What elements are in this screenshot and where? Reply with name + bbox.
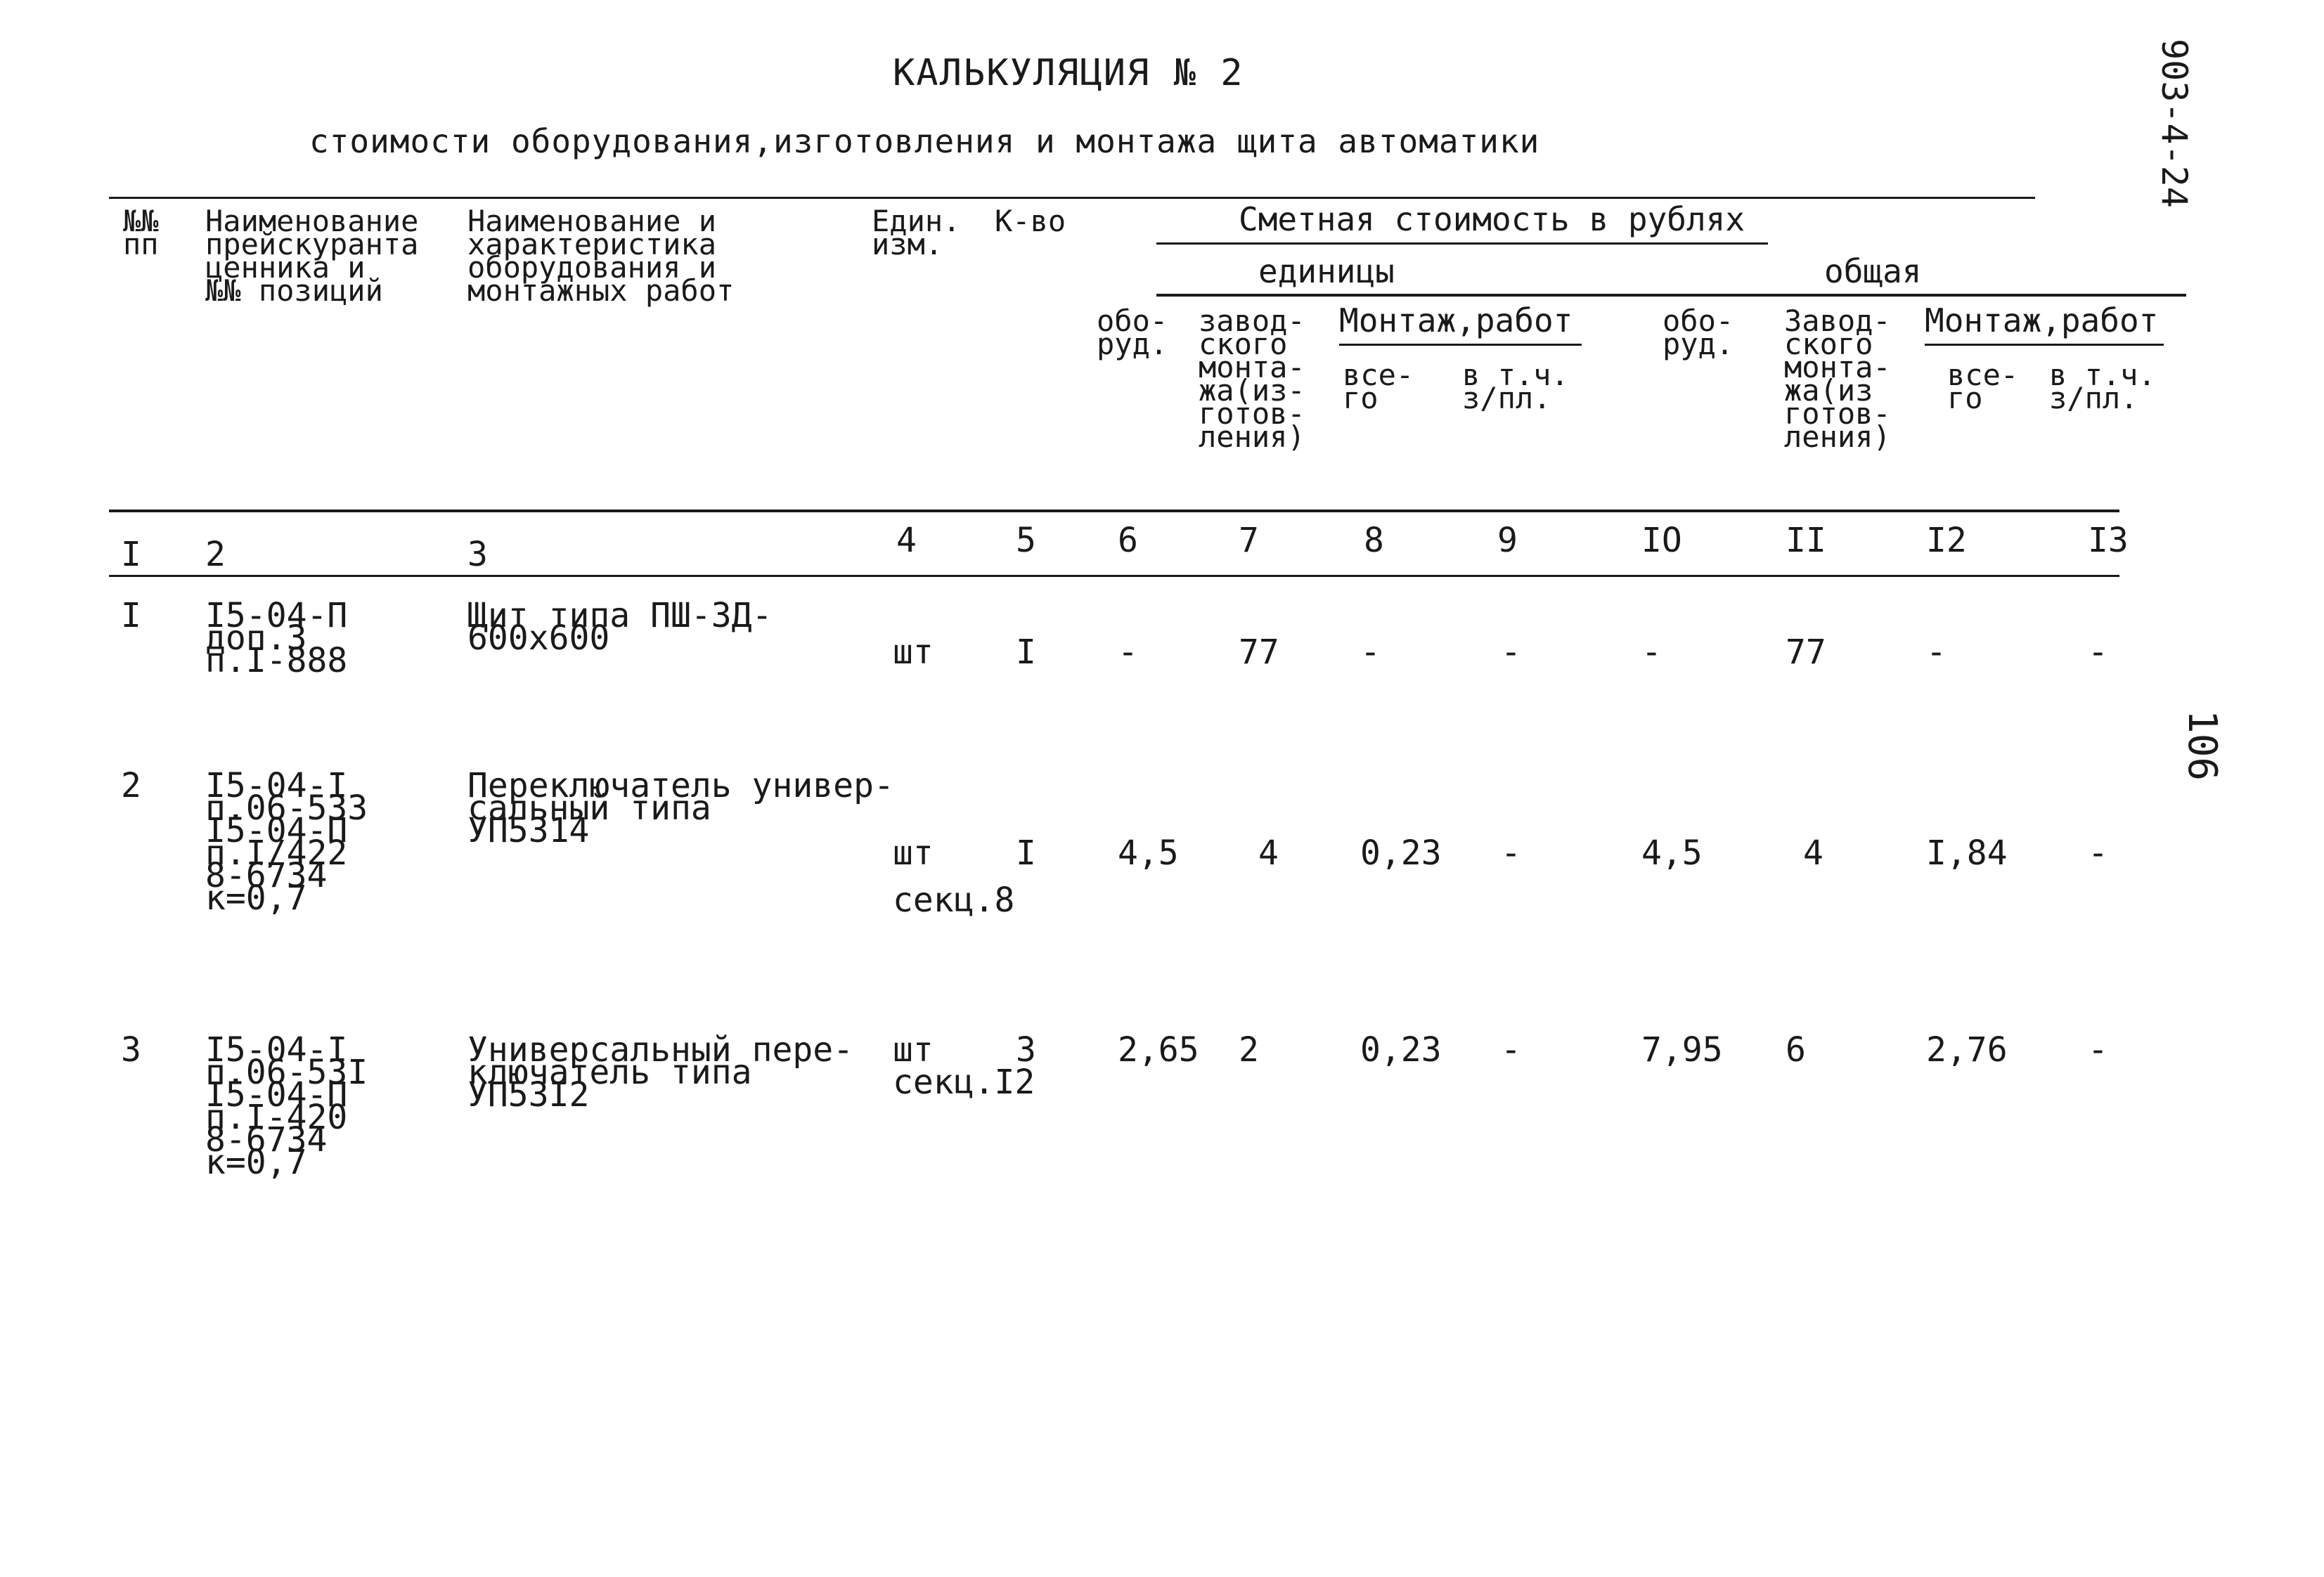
column-number: 8 — [1364, 521, 1384, 560]
row-unit-install-wage: - — [1501, 1030, 1521, 1070]
row-unit-factory: 4 — [1258, 833, 1279, 873]
row-unit-equip: - — [1118, 632, 1138, 672]
document-subtitle: стоимости оборудования,изготовления и монтажа щита автоматики — [309, 122, 1540, 160]
document-title: КАЛЬКУЛЯЦИЯ № 2 — [893, 52, 1244, 94]
header-total-group: общая — [1824, 252, 1922, 290]
header-total-equip: обо- руд. — [1663, 304, 1734, 361]
row-item-name: Переключатель универ- сальный типа УП5314 — [467, 766, 894, 850]
row-total-equip: 7,95 — [1641, 1030, 1723, 1070]
column-number: 4 — [896, 521, 917, 560]
row-pricelist-code: I5-04-I п.06-533 I5-04-П п.I/422 8-6734 к=0,7 — [205, 766, 368, 918]
row-pricelist-code: I5-04-П доп.3 п.I-888 — [205, 596, 348, 680]
header-unit-install-total: все- го — [1343, 358, 1414, 415]
margin-code: 903-4-24 — [2154, 39, 2195, 208]
row-total-install-wage: - — [2088, 1030, 2108, 1070]
row-total-equip: - — [1641, 632, 1662, 672]
column-number: 7 — [1239, 521, 1259, 560]
header-total-install-total: все- го — [1947, 358, 2019, 415]
row-unit-equip: 4,5 — [1118, 833, 1179, 873]
row-number: 3 — [121, 1030, 141, 1070]
column-number: 5 — [1016, 521, 1036, 560]
cost-group-underline — [1156, 242, 1768, 245]
row-total-factory: 77 — [1786, 632, 1826, 672]
column-number: I3 — [2088, 521, 2129, 560]
unit-install-underline — [1339, 344, 1582, 346]
page-number: 106 — [2179, 710, 2225, 781]
header-unit: Един. изм. — [872, 204, 961, 261]
row-unit-factory: 2 — [1239, 1030, 1259, 1070]
header-unit-group: единицы — [1258, 252, 1395, 290]
column-number: IO — [1641, 521, 1682, 560]
row-total-install-total: 2,76 — [1926, 1030, 2008, 1070]
header-num: №№ пп — [123, 204, 159, 261]
column-number: II — [1786, 521, 1826, 560]
header-total-install-wage: в т.ч. з/пл. — [2049, 358, 2156, 415]
row-total-factory: 4 — [1803, 833, 1823, 873]
row-total-equip: 4,5 — [1641, 833, 1703, 873]
column-number: 9 — [1497, 521, 1518, 560]
column-number: I — [121, 535, 141, 574]
row-unit-install-total: 0,23 — [1360, 833, 1442, 873]
header-unit-install-wage: в т.ч. з/пл. — [1462, 358, 1569, 415]
row-total-install-total: I,84 — [1926, 833, 2008, 873]
row-unit-equip: 2,65 — [1118, 1030, 1199, 1070]
header-unit-equip: обо- руд. — [1097, 304, 1168, 361]
row-unit-install-total: 0,23 — [1360, 1030, 1442, 1070]
column-numbers-rule — [109, 575, 2119, 577]
row-unit-extra: секц.8 — [893, 881, 1015, 920]
header-top-rule — [109, 197, 2035, 199]
row-unit-extra: секц.I2 — [893, 1063, 1035, 1102]
column-number: 3 — [467, 535, 488, 574]
header-pricelist: Наименование прейскуранта ценника и №№ позиций — [205, 204, 419, 308]
column-number: I2 — [1926, 521, 1967, 560]
header-cost-group: Сметная стоимость в рублях — [1239, 200, 1745, 238]
header-bottom-rule — [109, 510, 2119, 512]
row-total-install-wage: - — [2088, 833, 2108, 873]
row-unit-install-total: - — [1360, 632, 1381, 672]
total-install-underline — [1925, 344, 2164, 346]
row-unit-install-wage: - — [1501, 833, 1521, 873]
row-qty: 3 — [1016, 1030, 1036, 1070]
row-qty: I — [1016, 632, 1036, 672]
header-unit-factory: завод- ского монта- жа(из- готов- ления) — [1199, 304, 1305, 454]
column-number: 6 — [1118, 521, 1138, 560]
row-qty: I — [1016, 833, 1036, 873]
row-total-factory: 6 — [1786, 1030, 1806, 1070]
row-unit: шт — [893, 1030, 934, 1070]
header-total-factory: Завод- ского монта- жа(из готов- ления) — [1784, 304, 1891, 454]
row-number: I — [121, 596, 141, 635]
row-total-install-wage: - — [2088, 632, 2108, 672]
row-unit: шт — [893, 632, 934, 672]
row-unit-install-wage: - — [1501, 632, 1521, 672]
row-unit-factory: 77 — [1239, 632, 1279, 672]
row-item-name: Универсальный пере- ключатель типа УП53I2 — [467, 1030, 854, 1115]
row-number: 2 — [121, 766, 141, 805]
header-total-install: Монтаж,работ — [1925, 301, 2159, 339]
header-unit-install: Монтаж,работ — [1339, 301, 1573, 339]
row-item-name: Щит типа ПШ-ЗД- 600х600 — [467, 596, 773, 658]
row-pricelist-code: I5-04-I п.06-53I I5-04-П п.I-420 8-6734 к=0,7 — [205, 1030, 368, 1182]
unit-total-rule — [1156, 294, 2186, 297]
row-total-install-total: - — [1926, 632, 1947, 672]
column-number: 2 — [205, 535, 226, 574]
header-name: Наименование и характеристика оборудования и монтажных работ — [467, 204, 735, 308]
header-qty: К-во — [995, 204, 1066, 238]
row-unit: шт — [893, 833, 934, 873]
